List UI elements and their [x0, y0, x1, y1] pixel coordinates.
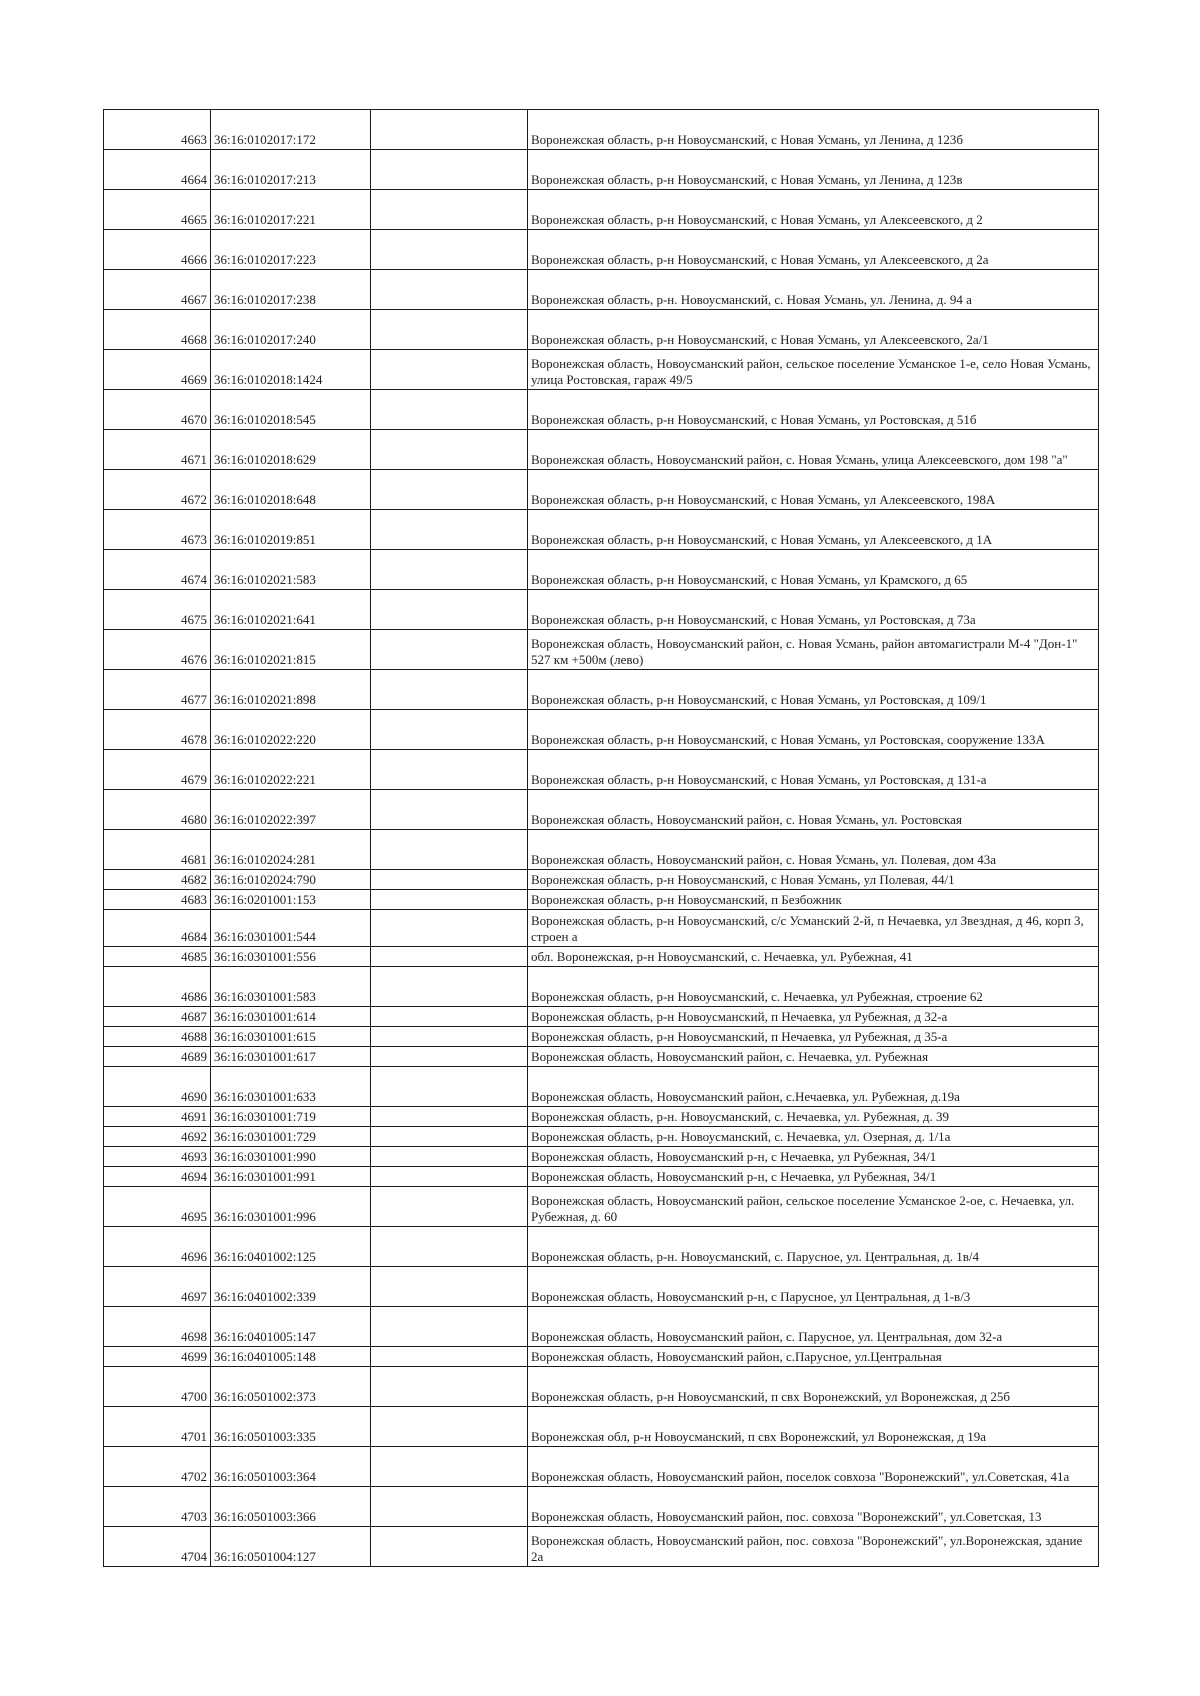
cadastral-number-cell: 36:16:0401002:339 — [211, 1267, 371, 1307]
table-row — [104, 870, 1099, 890]
empty-cell — [371, 790, 528, 830]
address-cell: Воронежская область, Новоусманский район, с. Новая Усмань, ул. Полевая, дом 43а — [528, 830, 1099, 870]
row-number-cell: 4681 — [104, 830, 211, 870]
cadastral-number-cell: 36:16:0301001:615 — [211, 1027, 371, 1047]
row-number-cell: 4690 — [104, 1067, 211, 1107]
row-number-cell: 4684 — [104, 910, 211, 947]
table-row — [104, 750, 1099, 790]
empty-cell — [371, 670, 528, 710]
empty-cell — [371, 1267, 528, 1307]
cadastral-number-cell: 36:16:0102022:397 — [211, 790, 371, 830]
empty-cell — [371, 1167, 528, 1187]
table-row — [104, 510, 1099, 550]
table-row — [104, 1047, 1099, 1067]
empty-cell — [371, 1447, 528, 1487]
address-cell: Воронежская область, Новоусманский район, с. Парусное, ул. Центральная, дом 32-а — [528, 1307, 1099, 1347]
table-row — [104, 310, 1099, 350]
address-cell: Воронежская область, р-н Новоусманский, с Новая Усмань, ул Ленина, д 123б — [528, 110, 1099, 150]
row-number-cell: 4694 — [104, 1167, 211, 1187]
table-row — [104, 1227, 1099, 1267]
row-number-cell: 4699 — [104, 1347, 211, 1367]
table-row — [104, 1147, 1099, 1167]
table-row — [104, 590, 1099, 630]
table-row — [104, 1307, 1099, 1347]
table-row — [104, 630, 1099, 670]
row-number-cell: 4678 — [104, 710, 211, 750]
address-cell: Воронежская область, р-н Новоусманский, с Новая Усмань, ул Ленина, д 123в — [528, 150, 1099, 190]
empty-cell — [371, 1007, 528, 1027]
empty-cell — [371, 430, 528, 470]
cadastral-number-cell: 36:16:0102018:629 — [211, 430, 371, 470]
table-row — [104, 1407, 1099, 1447]
property-registry-table — [103, 109, 1099, 1567]
address-cell: Воронежская область, Новоусманский район, с. Новая Усмань, район автомагистрали М-4 "Дон-1" 527 км +500м (лево) — [528, 630, 1099, 670]
empty-cell — [371, 1527, 528, 1567]
row-number-cell: 4672 — [104, 470, 211, 510]
empty-cell — [371, 1067, 528, 1107]
address-cell: Воронежская область, р-н Новоусманский, п Нечаевка, ул Рубежная, д 32-а — [528, 1007, 1099, 1027]
cadastral-number-cell: 36:16:0301001:719 — [211, 1107, 371, 1127]
empty-cell — [371, 1307, 528, 1347]
empty-cell — [371, 1127, 528, 1147]
table-row — [104, 890, 1099, 910]
empty-cell — [371, 910, 528, 947]
address-cell: Воронежская область, р-н Новоусманский, с Новая Усмань, ул Алексеевского, д 2 — [528, 190, 1099, 230]
address-cell: Воронежская область, р-н Новоусманский, с Новая Усмань, ул Полевая, 44/1 — [528, 870, 1099, 890]
table-row — [104, 110, 1099, 150]
table-row — [104, 670, 1099, 710]
table-row — [104, 430, 1099, 470]
row-number-cell: 4701 — [104, 1407, 211, 1447]
cadastral-number-cell: 36:16:0102024:281 — [211, 830, 371, 870]
table-row — [104, 1487, 1099, 1527]
cadastral-number-cell: 36:16:0102024:790 — [211, 870, 371, 890]
table-row — [104, 947, 1099, 967]
cadastral-number-cell: 36:16:0102017:240 — [211, 310, 371, 350]
cadastral-number-cell: 36:16:0102017:223 — [211, 230, 371, 270]
cadastral-number-cell: 36:16:0102017:221 — [211, 190, 371, 230]
empty-cell — [371, 750, 528, 790]
row-number-cell: 4680 — [104, 790, 211, 830]
cadastral-number-cell: 36:16:0501003:366 — [211, 1487, 371, 1527]
table-row — [104, 190, 1099, 230]
address-cell: Воронежская область, Новоусманский район, с.Парусное, ул.Центральная — [528, 1347, 1099, 1367]
row-number-cell: 4688 — [104, 1027, 211, 1047]
empty-cell — [371, 390, 528, 430]
row-number-cell: 4677 — [104, 670, 211, 710]
row-number-cell: 4687 — [104, 1007, 211, 1027]
row-number-cell: 4693 — [104, 1147, 211, 1167]
empty-cell — [371, 630, 528, 670]
address-cell: Воронежская область, р-н. Новоусманский, с. Парусное, ул. Центральная, д. 1в/4 — [528, 1227, 1099, 1267]
table-row — [104, 1027, 1099, 1047]
empty-cell — [371, 947, 528, 967]
table-row — [104, 230, 1099, 270]
table-row — [104, 1347, 1099, 1367]
table-row — [104, 1527, 1099, 1567]
address-cell: Воронежская обл, р-н Новоусманский, п свх Воронежский, ул Воронежская, д 19а — [528, 1407, 1099, 1447]
address-cell: Воронежская область, Новоусманский район, с.Нечаевка, ул. Рубежная, д.19а — [528, 1067, 1099, 1107]
empty-cell — [371, 1487, 528, 1527]
empty-cell — [371, 1367, 528, 1407]
table-row — [104, 1127, 1099, 1147]
table-row — [104, 1447, 1099, 1487]
table-row — [104, 910, 1099, 947]
row-number-cell: 4667 — [104, 270, 211, 310]
cadastral-number-cell: 36:16:0401002:125 — [211, 1227, 371, 1267]
empty-cell — [371, 590, 528, 630]
row-number-cell: 4679 — [104, 750, 211, 790]
row-number-cell: 4664 — [104, 150, 211, 190]
empty-cell — [371, 110, 528, 150]
row-number-cell: 4691 — [104, 1107, 211, 1127]
empty-cell — [371, 470, 528, 510]
empty-cell — [371, 230, 528, 270]
address-cell: Воронежская область, р-н Новоусманский, с Новая Усмань, ул Алексеевского, д 2а — [528, 230, 1099, 270]
cadastral-number-cell: 36:16:0301001:614 — [211, 1007, 371, 1027]
address-cell: Воронежская область, Новоусманский район, с. Новая Усмань, ул. Ростовская — [528, 790, 1099, 830]
address-cell: Воронежская область, Новоусманский р-н, с Нечаевка, ул Рубежная, 34/1 — [528, 1147, 1099, 1167]
table-row — [104, 1107, 1099, 1127]
empty-cell — [371, 967, 528, 1007]
empty-cell — [371, 510, 528, 550]
address-cell: Воронежская область, р-н Новоусманский, с Новая Усмань, ул Алексеевского, 198А — [528, 470, 1099, 510]
empty-cell — [371, 1147, 528, 1167]
address-cell: Воронежская область, р-н Новоусманский, с Новая Усмань, ул Ростовская, д 131-а — [528, 750, 1099, 790]
registry-table-body — [104, 110, 1099, 1567]
cadastral-number-cell: 36:16:0301001:617 — [211, 1047, 371, 1067]
empty-cell — [371, 1227, 528, 1267]
table-row — [104, 1187, 1099, 1227]
empty-cell — [371, 270, 528, 310]
address-cell: Воронежская область, р-н. Новоусманский, с. Нечаевка, ул. Рубежная, д. 39 — [528, 1107, 1099, 1127]
address-cell: Воронежская область, Новоусманский район, с. Нечаевка, ул. Рубежная — [528, 1047, 1099, 1067]
empty-cell — [371, 350, 528, 390]
cadastral-number-cell: 36:16:0301001:729 — [211, 1127, 371, 1147]
cadastral-number-cell: 36:16:0102019:851 — [211, 510, 371, 550]
row-number-cell: 4698 — [104, 1307, 211, 1347]
row-number-cell: 4692 — [104, 1127, 211, 1147]
empty-cell — [371, 710, 528, 750]
row-number-cell: 4671 — [104, 430, 211, 470]
cadastral-number-cell: 36:16:0102018:545 — [211, 390, 371, 430]
cadastral-number-cell: 36:16:0301001:991 — [211, 1167, 371, 1187]
cadastral-number-cell: 36:16:0102017:213 — [211, 150, 371, 190]
row-number-cell: 4674 — [104, 550, 211, 590]
address-cell: Воронежская область, р-н Новоусманский, с Новая Усмань, ул Ростовская, д 109/1 — [528, 670, 1099, 710]
empty-cell — [371, 1047, 528, 1067]
address-cell: Воронежская область, р-н. Новоусманский, с. Новая Усмань, ул. Ленина, д. 94 а — [528, 270, 1099, 310]
table-row — [104, 710, 1099, 750]
row-number-cell: 4686 — [104, 967, 211, 1007]
cadastral-number-cell: 36:16:0201001:153 — [211, 890, 371, 910]
row-number-cell: 4697 — [104, 1267, 211, 1307]
cadastral-number-cell: 36:16:0301001:996 — [211, 1187, 371, 1227]
row-number-cell: 4670 — [104, 390, 211, 430]
address-cell: Воронежская область, р-н Новоусманский, с Новая Усмань, ул Ростовская, сооружение 133А — [528, 710, 1099, 750]
row-number-cell: 4665 — [104, 190, 211, 230]
table-row — [104, 270, 1099, 310]
row-number-cell: 4696 — [104, 1227, 211, 1267]
row-number-cell: 4668 — [104, 310, 211, 350]
row-number-cell: 4682 — [104, 870, 211, 890]
empty-cell — [371, 1407, 528, 1447]
row-number-cell: 4663 — [104, 110, 211, 150]
address-cell: Воронежская область, р-н Новоусманский, с. Нечаевка, ул Рубежная, строение 62 — [528, 967, 1099, 1007]
address-cell: Воронежская область, р-н Новоусманский, с Новая Усмань, ул Ростовская, д 73а — [528, 590, 1099, 630]
table-row — [104, 350, 1099, 390]
cadastral-number-cell: 36:16:0102017:172 — [211, 110, 371, 150]
row-number-cell: 4695 — [104, 1187, 211, 1227]
address-cell: Воронежская область, Новоусманский р-н, с Нечаевка, ул Рубежная, 34/1 — [528, 1167, 1099, 1187]
address-cell: Воронежская область, Новоусманский район, сельское поселение Усманское 1-е, село Новая Усмань, улица Ростовская, гараж 49/5 — [528, 350, 1099, 390]
table-row — [104, 1267, 1099, 1307]
address-cell: Воронежская область, Новоусманский район, сельское поселение Усманское 2-ое, с. Нечаевка, ул. Рубежная, д. 60 — [528, 1187, 1099, 1227]
address-cell: Воронежская область, р-н Новоусманский, с Новая Усмань, ул Ростовская, д 51б — [528, 390, 1099, 430]
cadastral-number-cell: 36:16:0301001:556 — [211, 947, 371, 967]
empty-cell — [371, 1107, 528, 1127]
cadastral-number-cell: 36:16:0102022:221 — [211, 750, 371, 790]
empty-cell — [371, 190, 528, 230]
cadastral-number-cell: 36:16:0102021:898 — [211, 670, 371, 710]
cadastral-number-cell: 36:16:0501002:373 — [211, 1367, 371, 1407]
address-cell: Воронежская область, р-н Новоусманский, с/с Усманский 2-й, п Нечаевка, ул Звездная, д 46, корп 3, строен а — [528, 910, 1099, 947]
cadastral-number-cell: 36:16:0102017:238 — [211, 270, 371, 310]
address-cell: Воронежская область, р-н Новоусманский, с Новая Усмань, ул Алексеевского, 2а/1 — [528, 310, 1099, 350]
table-row — [104, 1367, 1099, 1407]
row-number-cell: 4703 — [104, 1487, 211, 1527]
cadastral-number-cell: 36:16:0102021:583 — [211, 550, 371, 590]
address-cell: Воронежская область, р-н. Новоусманский, с. Нечаевка, ул. Озерная, д. 1/1а — [528, 1127, 1099, 1147]
row-number-cell: 4685 — [104, 947, 211, 967]
cadastral-number-cell: 36:16:0102021:641 — [211, 590, 371, 630]
empty-cell — [371, 1187, 528, 1227]
empty-cell — [371, 1347, 528, 1367]
cadastral-number-cell: 36:16:0102018:1424 — [211, 350, 371, 390]
row-number-cell: 4673 — [104, 510, 211, 550]
cadastral-number-cell: 36:16:0501004:127 — [211, 1527, 371, 1567]
table-row — [104, 1167, 1099, 1187]
table-row — [104, 470, 1099, 510]
address-cell: Воронежская область, р-н Новоусманский, п свх Воронежский, ул Воронежская, д 25б — [528, 1367, 1099, 1407]
table-row — [104, 390, 1099, 430]
table-row — [104, 830, 1099, 870]
cadastral-number-cell: 36:16:0501003:335 — [211, 1407, 371, 1447]
table-row — [104, 150, 1099, 190]
cadastral-number-cell: 36:16:0102021:815 — [211, 630, 371, 670]
cadastral-number-cell: 36:16:0301001:990 — [211, 1147, 371, 1167]
address-cell: Воронежская область, Новоусманский район, с. Новая Усмань, улица Алексеевского, дом 198 "а" — [528, 430, 1099, 470]
empty-cell — [371, 150, 528, 190]
cadastral-number-cell: 36:16:0401005:147 — [211, 1307, 371, 1347]
address-cell: обл. Воронежская, р-н Новоусманский, с. Нечаевка, ул. Рубежная, 41 — [528, 947, 1099, 967]
table-row — [104, 550, 1099, 590]
address-cell: Воронежская область, Новоусманский район, пос. совхоза "Воронежский", ул.Воронежская, здание 2а — [528, 1527, 1099, 1567]
row-number-cell: 4704 — [104, 1527, 211, 1567]
table-row — [104, 967, 1099, 1007]
empty-cell — [371, 310, 528, 350]
row-number-cell: 4689 — [104, 1047, 211, 1067]
address-cell: Воронежская область, Новоусманский р-н, с Парусное, ул Центральная, д 1-в/3 — [528, 1267, 1099, 1307]
empty-cell — [371, 1027, 528, 1047]
cadastral-number-cell: 36:16:0301001:583 — [211, 967, 371, 1007]
row-number-cell: 4683 — [104, 890, 211, 910]
cadastral-number-cell: 36:16:0102018:648 — [211, 470, 371, 510]
address-cell: Воронежская область, р-н Новоусманский, п Нечаевка, ул Рубежная, д 35-а — [528, 1027, 1099, 1047]
address-cell: Воронежская область, Новоусманский район, поселок совхоза "Воронежский", ул.Советская, 41а — [528, 1447, 1099, 1487]
cadastral-number-cell: 36:16:0501003:364 — [211, 1447, 371, 1487]
row-number-cell: 4666 — [104, 230, 211, 270]
cadastral-number-cell: 36:16:0301001:544 — [211, 910, 371, 947]
empty-cell — [371, 830, 528, 870]
cadastral-number-cell: 36:16:0102022:220 — [211, 710, 371, 750]
row-number-cell: 4676 — [104, 630, 211, 670]
empty-cell — [371, 870, 528, 890]
table-row — [104, 1067, 1099, 1107]
row-number-cell: 4702 — [104, 1447, 211, 1487]
address-cell: Воронежская область, р-н Новоусманский, с Новая Усмань, ул Алексеевского, д 1А — [528, 510, 1099, 550]
address-cell: Воронежская область, Новоусманский район, пос. совхоза "Воронежский", ул.Советская, 13 — [528, 1487, 1099, 1527]
row-number-cell: 4700 — [104, 1367, 211, 1407]
row-number-cell: 4675 — [104, 590, 211, 630]
table-row — [104, 790, 1099, 830]
address-cell: Воронежская область, р-н Новоусманский, с Новая Усмань, ул Крамского, д 65 — [528, 550, 1099, 590]
row-number-cell: 4669 — [104, 350, 211, 390]
empty-cell — [371, 890, 528, 910]
empty-cell — [371, 550, 528, 590]
cadastral-number-cell: 36:16:0401005:148 — [211, 1347, 371, 1367]
table-row — [104, 1007, 1099, 1027]
cadastral-number-cell: 36:16:0301001:633 — [211, 1067, 371, 1107]
address-cell: Воронежская область, р-н Новоусманский, п Безбожник — [528, 890, 1099, 910]
